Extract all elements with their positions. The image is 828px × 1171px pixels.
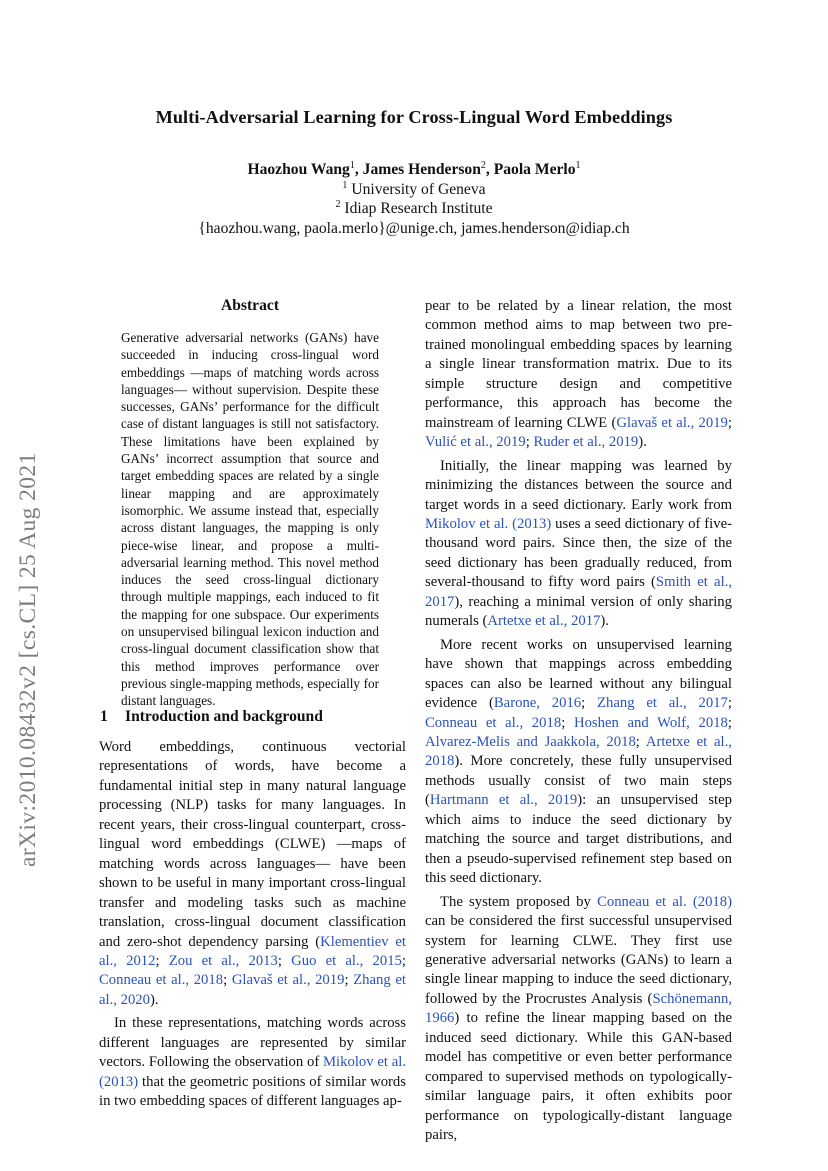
affiliation-1: $^1$ University of Geneva	[342, 179, 486, 198]
citation-link[interactable]: Conneau et al., 2018	[425, 714, 562, 731]
author-name: Haozhou Wang	[247, 161, 350, 178]
citation-link[interactable]: Hartmann et al., 2019	[429, 792, 578, 809]
citation-link[interactable]: Glavaš et al., 2019	[616, 414, 728, 431]
citation-link[interactable]: Alvarez-Melis and Jaakkola, 2018	[425, 733, 636, 750]
author-name: Paola Merlo	[493, 161, 576, 178]
citation-link[interactable]: Vulić et al., 2019	[425, 434, 526, 451]
citation-link[interactable]: Zhang et al., 2020	[99, 972, 406, 1008]
citation-link[interactable]: Hoshen and Wolf, 2018	[573, 714, 728, 731]
author-affiliation-mark: 2	[480, 159, 486, 171]
citation-link[interactable]: Artetxe et al., 2017	[487, 613, 601, 630]
paragraph: More recent works on unsupervised learning have shown that mappings across embedding spaces can also be learned without any bilingual evidence (Barone, 2016; Zhang et al., 2017; Conneau et al., 2018; Hoshen and Wolf, 2018; Alvarez-Melis and Jaakkola, 2018; Artetxe et al., 2018). More concretely, these fully unsupervised methods usually consist of two main steps (Hartmann et al., 2019): an unsupervised step which aims to induce the seed dictionary by matching the source and target distributions, and then a pseudo-supervised refinement step based on this seed dictionary.	[425, 636, 732, 887]
citation-link[interactable]: Ruder et al., 2019	[533, 434, 639, 451]
citation-link[interactable]: Zhang et al., 2017	[597, 695, 728, 712]
citation-link[interactable]: Conneau et al. (2018)	[597, 893, 732, 910]
author-block	[0, 160, 828, 238]
citation-link[interactable]: Conneau et al., 2018	[99, 972, 224, 989]
abstract-heading: Abstract	[220, 297, 280, 314]
citation-link[interactable]: Guo et al., 2015	[291, 952, 402, 969]
citation-link[interactable]: Mikolov et al. (2013)	[99, 1054, 406, 1090]
section-title: Introduction and background	[125, 708, 323, 725]
paragraph: In these representations, matching words across different languages are represented by similar vectors. Following the observation of Mikolov et al. (2013) that the geometric positions of similar words in two embedding spaces of different languages ap-	[99, 1015, 406, 1110]
citation-link[interactable]: Zou et al., 2013	[168, 952, 278, 969]
author-list: Haozhou Wang$^1$, James Henderson$^2$, Paola Merlo$^1$	[247, 159, 581, 178]
section-heading	[100, 708, 323, 726]
author-name: James Henderson	[362, 161, 481, 178]
paragraph: Initially, the linear mapping was learned by minimizing the distances between the source and target words in a seed dictionary. Early work from Mikolov et al. (2013) uses a seed dictionary of five-thousand word pairs. Since then, the size of the seed dictionary has been gradually reduced, from several-thousand to fifty word pairs (Smith et al., 2017), reaching a minimal version of only sharing numerals (Artetxe et al., 2017).	[425, 457, 733, 630]
paragraph: The system proposed by Conneau et al. (2018) can be considered the first successful unsupervised system for learning CLWE. They first use generative adversarial networks (GANs) to learn a single linear mapping to induce the seed dictionary, followed by the Procrustes Analysis (Schönemann, 1966) to refine the linear mapping based on the induced seed dictionary. While this GAN-based model has competitive or even better performance compared to supervised methods on typologically-similar language pairs, it often exhibits poor performance on typologically-distant language pairs,	[425, 893, 732, 1144]
citation-link[interactable]: Klementiev et al., 2012	[99, 933, 406, 969]
abstract	[121, 297, 379, 710]
author-emails: {haozhou.wang, paola.merlo}@unige.ch, james.henderson@idiap.ch	[198, 219, 630, 237]
paragraph: Word embeddings, continuous vectorial representations of words, have become a fundamental initial step in many natural language processing (NLP) tasks for many languages. In recent years, their cross-lingual counterpart, cross-lingual word embeddings (CLWE) —maps of matching words across languages— have been shown to be useful in many important cross-lingual transfer and modeling tasks such as machine translation, cross-lingual document classification and zero-shot dependency parsing (Klementiev et al., 2012; Zou et al., 2013; Guo et al., 2015; Conneau et al., 2018; Glavaš et al., 2019; Zhang et al., 2020).	[99, 739, 406, 1008]
citation-link[interactable]: Smith et al., 2017	[425, 574, 732, 610]
affiliation-2: $^2$ Idiap Research Institute	[335, 198, 493, 217]
left-column-body	[99, 738, 406, 1112]
citation-link[interactable]: Glavaš et al., 2019	[231, 972, 345, 989]
citation-link[interactable]: Schönemann, 1966	[425, 990, 732, 1027]
citation-link[interactable]: Barone, 2016	[493, 695, 582, 712]
right-column-body	[425, 297, 732, 1145]
author-affiliation-mark: 1	[349, 159, 355, 171]
paragraph: pear to be related by a linear relation, the most common method aims to map between two pre-trained monolingual embedding spaces by learning a single linear transformation matrix. Due to its simple structure design and competitive performance, this approach has become the mainstream of learning CLWE (Glavaš et al., 2019; Vulić et al., 2019; Ruder et al., 2019).	[425, 298, 732, 451]
paper-title: Multi-Adversarial Learning for Cross-Lingual Word Embeddings	[155, 107, 673, 127]
abstract-text: Generative adversarial networks (GANs) have succeeded in inducing cross-lingual word embeddings —maps of matching words across languages— without supervision. Despite these successes, GANs’ performance for the difficult case of distant languages is still not satisfactory. These limitations have been explained by GANs’ incorrect assumption that source and target embedding spaces are related by a single linear mapping and are approximately isomorphic. We assume instead that, especially across distant languages, the mapping is only piece-wise linear, and propose a multi-adversarial learning method. This novel method induces the seed cross-lingual dictionary through multiple mappings, each induced to fit the mapping for one subspace. Our experiments on unsupervised bilingual lexicon induction and cross-lingual document classification show that this method improves performance over previous single-mapping methods, especially for distant languages.	[121, 330, 379, 709]
citation-link[interactable]: Artetxe et al., 2018	[425, 733, 732, 770]
citation-link[interactable]: Mikolov et al. (2013)	[425, 515, 552, 532]
author-affiliation-mark: 1	[575, 159, 581, 171]
arxiv-stamp: arXiv:2010.08432v2 [cs.CL] 25 Aug 2021	[15, 452, 41, 867]
section-number: 1	[100, 708, 108, 725]
